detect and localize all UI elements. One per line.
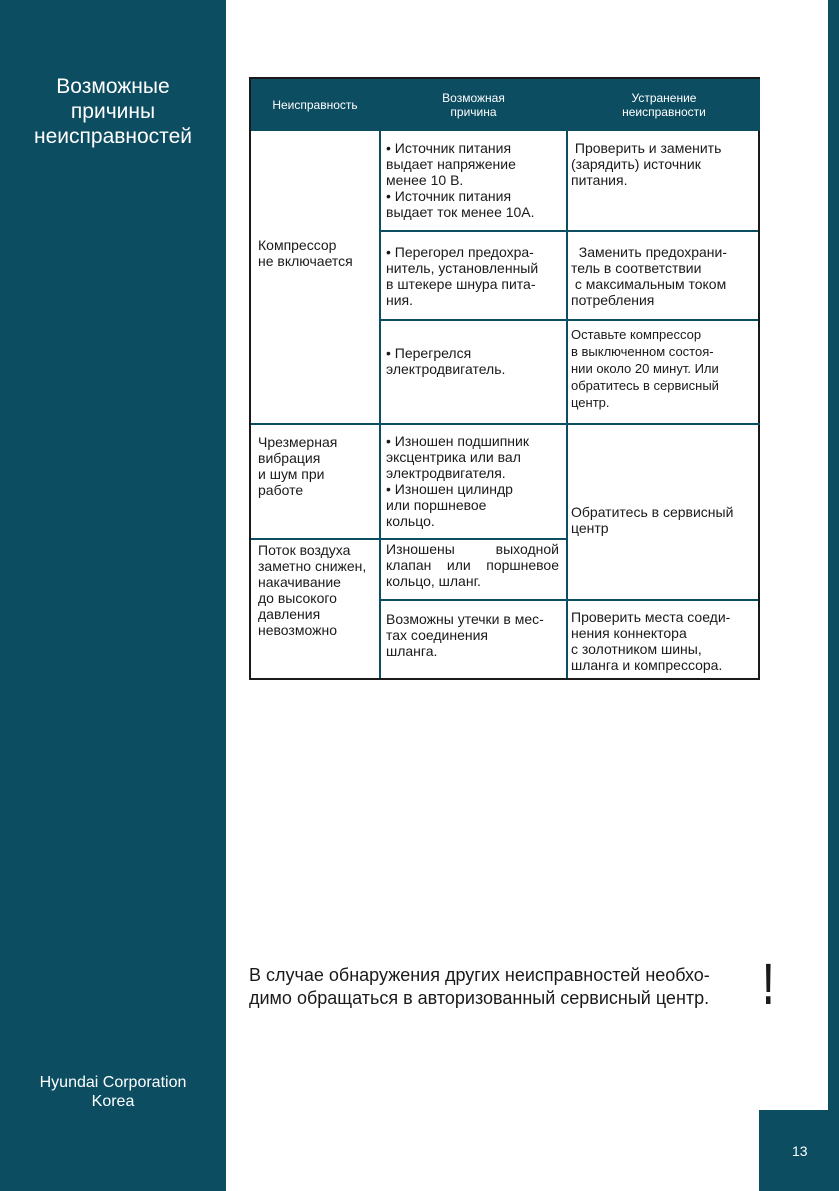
cause-line: Возможны утечки в мес- (386, 611, 544, 627)
cause-fuse (386, 244, 538, 308)
solution-line: Проверить места соеди- (571, 609, 731, 625)
column-divider (566, 79, 568, 678)
cause-line: • Перегрелся (386, 345, 472, 361)
cause-valve (386, 541, 559, 589)
solution-line: питания. (571, 172, 628, 188)
cause-line: • Источник питания (386, 140, 512, 156)
row-divider (380, 319, 758, 321)
section-title-line: Возможные (56, 75, 170, 98)
solution-line: шланга и компрессора. (571, 657, 723, 673)
fault-line: Компрессор (258, 237, 337, 253)
company-name: Hyundai Corporation (39, 1074, 187, 1091)
service-notice (249, 964, 710, 1010)
cause-line: или поршневое (386, 497, 487, 513)
cause-line: • Изношен цилиндр (386, 481, 513, 497)
column-divider (379, 79, 381, 678)
solution-line: центр (571, 520, 609, 536)
cause-line: кольцо, шланг. (386, 573, 481, 589)
solution-line: нии около 20 минут. Или (571, 361, 719, 376)
header-fault-label: Неисправность (272, 98, 358, 112)
cause-line: выдает напряжение (386, 156, 516, 172)
solution-line: с золотником шины, (571, 641, 702, 657)
fault-line: и шум при (258, 466, 325, 482)
cause-line: • Изношен подшипник (386, 433, 529, 449)
solution-line: с максимальным током (571, 276, 727, 292)
cause-line: шланга. (386, 643, 438, 659)
solution-line: Оставьте компрессор (571, 327, 702, 342)
solution-check-connections (571, 609, 730, 673)
row-divider (251, 423, 760, 425)
solution-power-supply (571, 140, 721, 188)
solution-line: Заменить предохрани- (571, 244, 728, 260)
page-number-box (759, 1110, 839, 1191)
fault-line: Чрезмерная (258, 434, 338, 450)
fault-line: вибрация (258, 450, 321, 466)
cause-line: кольцо. (386, 513, 435, 529)
company-footer (0, 1073, 226, 1111)
fault-compressor (258, 237, 353, 269)
header-fault (251, 79, 379, 131)
cause-line: тах соединения (386, 627, 488, 643)
section-title (0, 74, 226, 149)
cause-hose-leak (386, 611, 544, 659)
solution-fuse (571, 244, 727, 308)
fault-line: давления (258, 606, 321, 622)
cause-line: в штекере шнура пита- (386, 276, 536, 292)
solution-line: (зарядить) источник (571, 156, 701, 172)
header-cause (381, 79, 566, 131)
fault-vibration (258, 434, 337, 498)
header-solution (568, 79, 760, 131)
warning-exclamation-icon: ! (763, 952, 774, 1017)
cause-line: • Источник питания (386, 188, 512, 204)
right-edge-stripe (828, 0, 839, 1110)
cause-line: эксцентрика или вал (386, 449, 521, 465)
notice-line: В случае обнаружения других неисправностей необхо- (249, 965, 710, 985)
fault-line: заметно снижен, (258, 558, 367, 574)
cause-line: электродвигателя. (386, 465, 506, 481)
solution-line: обратитесь в сервисный (571, 378, 719, 393)
company-country: Korea (91, 1093, 135, 1110)
cause-line: выдает ток менее 10А. (386, 204, 535, 220)
solution-line: нения коннектора (571, 625, 687, 641)
cause-line: нитель, установленный (386, 260, 539, 276)
row-divider (380, 599, 758, 601)
cause-motor-overheat (386, 345, 505, 377)
cause-line: электродвигатель. (386, 361, 506, 377)
header-solution-line: Устранение (631, 91, 697, 105)
cause-power-supply (386, 140, 535, 220)
cause-line: ния. (386, 292, 414, 308)
row-divider (380, 230, 758, 232)
cause-line: • Перегорел предохра- (386, 244, 534, 260)
troubleshooting-table (249, 77, 760, 680)
solution-line: тель в соответствии (571, 260, 702, 276)
solution-line: Проверить и заменить (571, 140, 722, 156)
cause-line: менее 10 В. (386, 172, 464, 188)
row-divider (251, 538, 567, 540)
cause-wear (386, 433, 529, 529)
solution-line: потребления (571, 292, 655, 308)
fault-airflow (258, 542, 366, 638)
fault-line: работе (258, 482, 304, 498)
fault-line: накачивание (258, 574, 341, 590)
fault-line: до высокого (258, 590, 337, 606)
cause-line: клапан или поршневое (386, 557, 559, 573)
solution-motor-overheat (571, 326, 719, 411)
sidebar (0, 0, 226, 1191)
header-cause-line: причина (450, 105, 497, 119)
fault-line: Поток воздуха (258, 542, 351, 558)
notice-line: димо обращаться в авторизованный сервисный центр. (249, 988, 710, 1008)
section-title-line: причины (70, 100, 156, 123)
fault-line: невозможно (258, 622, 337, 638)
solution-service-center (571, 504, 733, 536)
section-title-line: неисправностей (34, 125, 192, 148)
fault-line: не включается (258, 253, 353, 269)
solution-line: в выключенном состоя- (571, 344, 714, 359)
header-solution-line: неисправности (622, 105, 706, 119)
solution-line: Обратитесь в сервисный (571, 504, 734, 520)
page-number: 13 (792, 1143, 808, 1159)
solution-line: центр. (571, 395, 610, 410)
cause-line: Изношены выходной (386, 541, 559, 557)
header-cause-line: Возможная (442, 91, 505, 105)
